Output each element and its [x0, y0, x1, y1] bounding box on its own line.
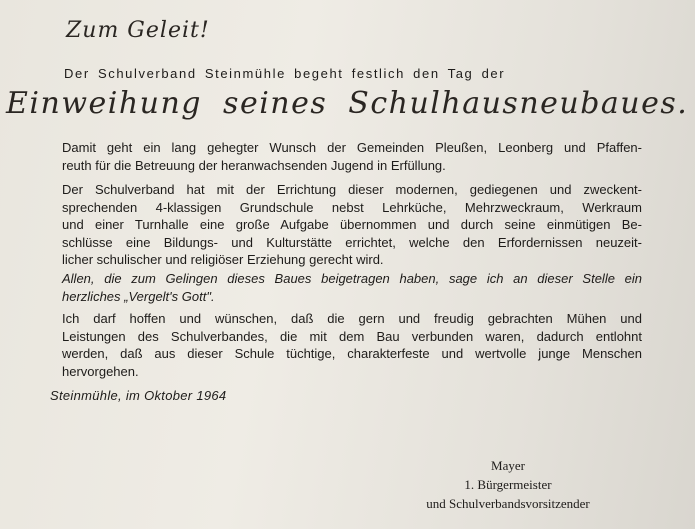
- paragraph-line: Damit geht ein lang gehegter Wunsch der Gemeinden Pleußen, Leonberg und Pfaffen-: [62, 140, 642, 155]
- paragraph-line: Allen, die zum Gelingen dieses Baues beigetragen haben, sage ich an dieser Stelle ein: [62, 271, 642, 286]
- paragraph-line: Ich darf hoffen und wünschen, daß die gern und freudig gebrachten Mühen und: [62, 311, 642, 326]
- paragraph-3: [62, 270, 642, 305]
- paragraph-line: werden, daß aus dieser Schule tüchtige, charakterfeste und wertvolle junge Menschen: [62, 346, 642, 362]
- intro-line: Der Schulverband Steinmühle begeht festlich den Tag der: [64, 66, 506, 81]
- paragraph-line: sprechenden 4-klassigen Grundschule nebst Lehrküche, Mehrzweckraum, Werkraum: [62, 199, 642, 215]
- document-title: Einweihung seines Schulhausneubaues.: [6, 86, 689, 121]
- paragraph-1: [62, 139, 642, 174]
- paragraph-line: Leistungen des Schulverbandes, die mit dem Bau verbunden waren, dadurch entlohnt: [62, 328, 642, 344]
- heading: Zum Geleit!: [66, 18, 210, 43]
- paragraph-line: reuth für die Betreuung der heranwachsenden Jugend in Erfüllung.: [62, 157, 446, 173]
- signer-name: Mayer: [491, 458, 525, 473]
- paragraph-line: licher schulischer und religiöser Erziehung gerecht wird.: [62, 252, 384, 268]
- signature-block: [388, 456, 628, 513]
- paragraph-line: schlüsse eine Bildungs- und Kulturstätte errichtet, welche den Erfordernissen neuzeit-: [62, 234, 642, 250]
- signer-role: 1. Bürgermeister: [464, 477, 552, 492]
- paragraph-line: herzliches „Vergelt's Gott".: [62, 288, 215, 304]
- paragraph-4: [62, 310, 642, 380]
- place-date: Steinmühle, im Oktober 1964: [50, 388, 227, 403]
- paragraph-2: [62, 181, 642, 269]
- paragraph-line: hervorgehen.: [62, 363, 139, 379]
- paragraph-line: Der Schulverband hat mit der Errichtung dieser modernen, gediegenen und zweckent-: [62, 182, 642, 197]
- signer-role-2: und Schulverbandsvorsitzender: [426, 496, 590, 511]
- paragraph-line: und einer Turnhalle eine große Aufgabe übernommen und durch seine einmütigen Be-: [62, 217, 642, 233]
